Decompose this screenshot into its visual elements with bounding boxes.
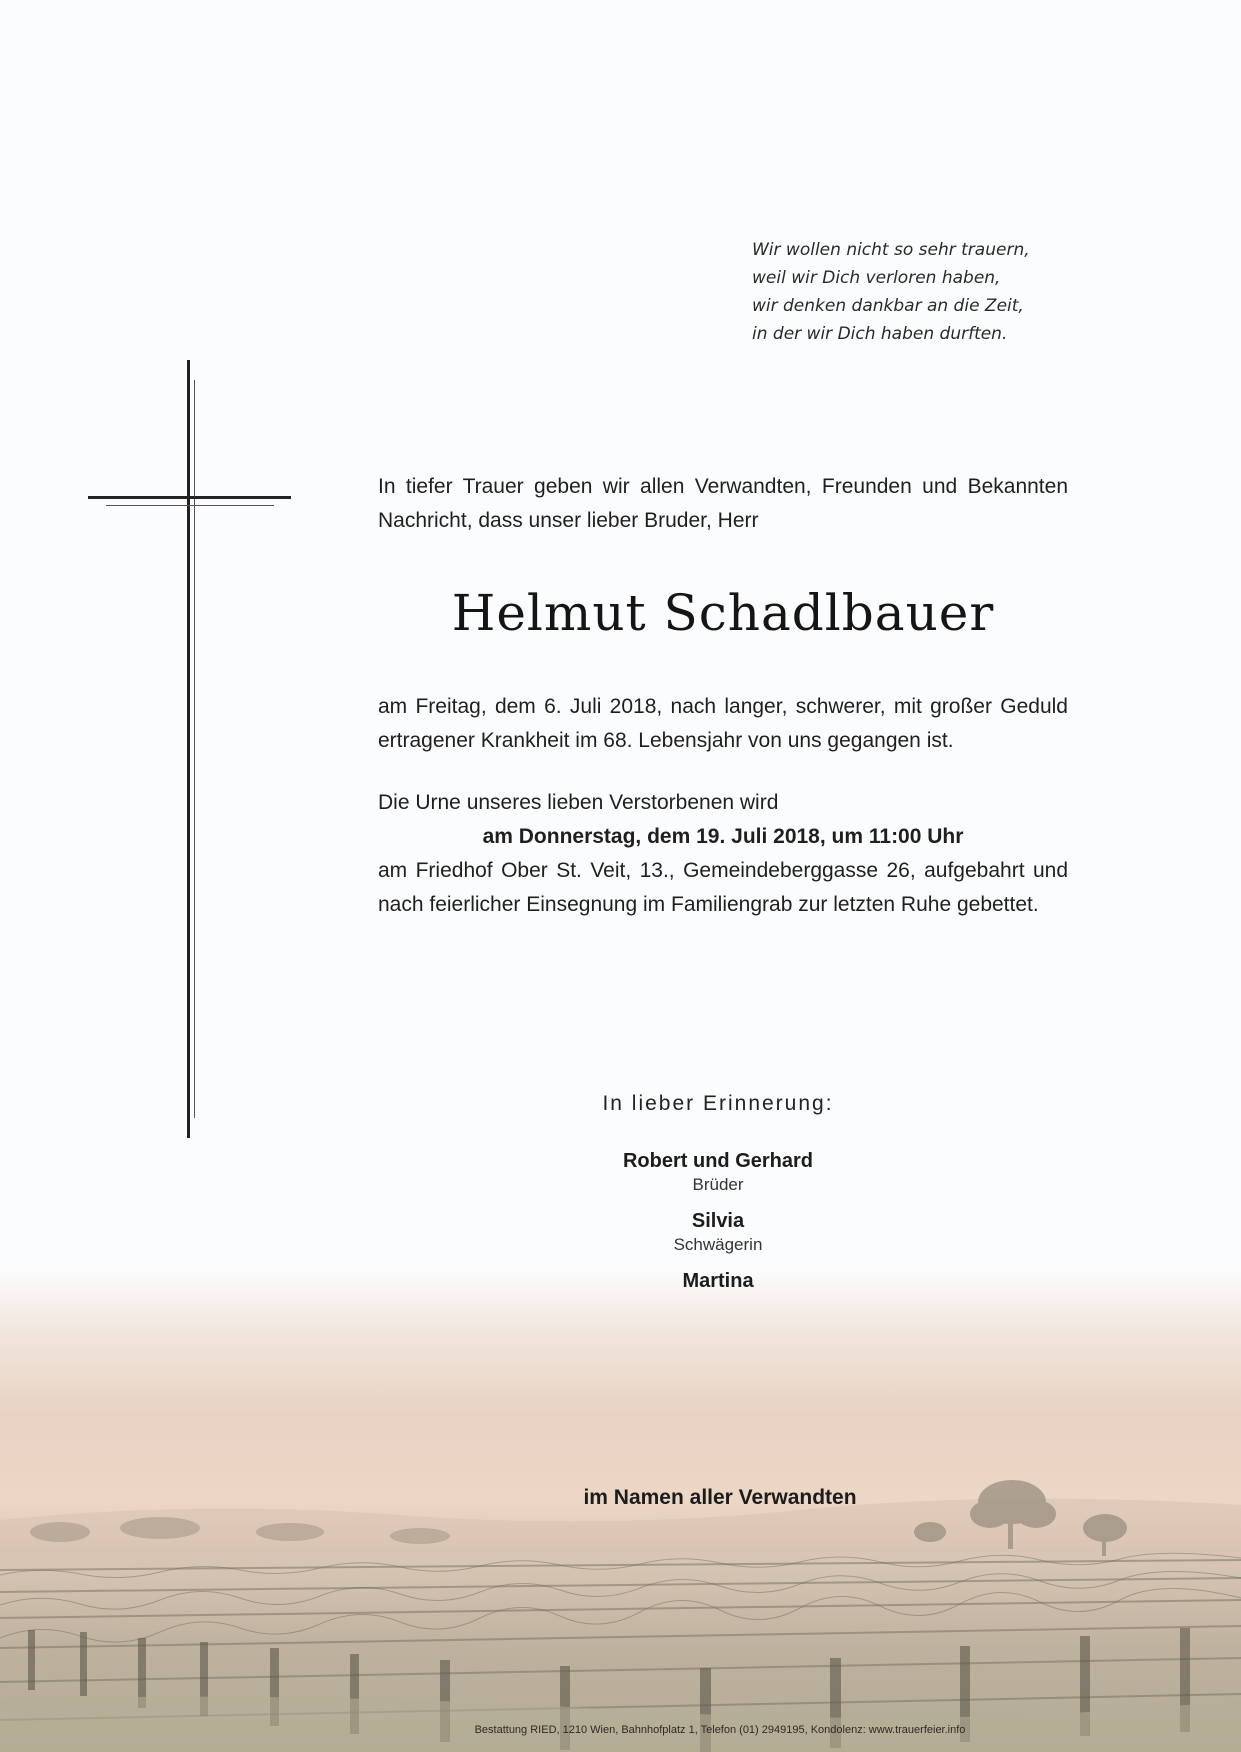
mourner-name: Robert und Gerhard — [622, 1150, 813, 1172]
death-notice: am Freitag, dem 6. Juli 2018, nach langer, schwerer, mit großer Geduld ertragener Krankheit im 68. Lebensjahr von uns gegangen ist. — [378, 695, 1068, 752]
mourner-name: Silvia — [691, 1210, 745, 1232]
mourner-relation: Schwägerin — [673, 1235, 763, 1254]
funeral-details — [378, 786, 1068, 922]
closing-line: im Namen aller Verwandten — [583, 1486, 857, 1509]
mourner — [540, 1148, 896, 1196]
ceremony-details: am Friedhof Ober St. Veit, 13., Gemeindeberggasse 26, aufgebahrt und nach feierlicher Einsegnung im Familiengrab zur letzten Ruhe gebettet. — [378, 859, 1068, 916]
ceremony-date: am Donnerstag, dem 19. Juli 2018, um 11:00 Uhr — [482, 825, 964, 848]
poem-line: Wir wollen nicht so sehr trauern, — [752, 240, 1030, 260]
notice-intro: In tiefer Trauer geben wir allen Verwandten, Freunden und Bekannten Nachricht, dass unser lieber Bruder, Herr — [378, 475, 1068, 532]
memorial-poem — [752, 236, 1082, 348]
mourner — [540, 1268, 896, 1294]
vineyard-landscape-image — [0, 1270, 1241, 1752]
urn-intro: Die Urne unseres lieben Verstorbenen wird — [378, 791, 779, 814]
mourner-name: Martina — [682, 1270, 754, 1292]
mourner — [540, 1208, 896, 1256]
funeral-home-footer: Bestattung RIED, 1210 Wien, Bahnhofplatz 1, Telefon (01) 2949195, Kondolenz: www.trauerfeier.info — [474, 1724, 966, 1736]
poem-line: weil wir Dich verloren haben, — [752, 268, 1001, 288]
poem-line: in der wir Dich haben durften. — [752, 324, 1008, 344]
mourner-relation: Brüder — [692, 1175, 744, 1194]
mourners-list — [540, 1148, 896, 1306]
memory-heading: In lieber Erinnerung: — [602, 1092, 834, 1115]
poem-line: wir denken dankbar an die Zeit, — [752, 296, 1024, 316]
vineyard-illustration — [0, 1270, 1241, 1752]
deceased-name: Helmut Schadlbauer — [451, 584, 995, 642]
cross-icon — [88, 360, 293, 1140]
